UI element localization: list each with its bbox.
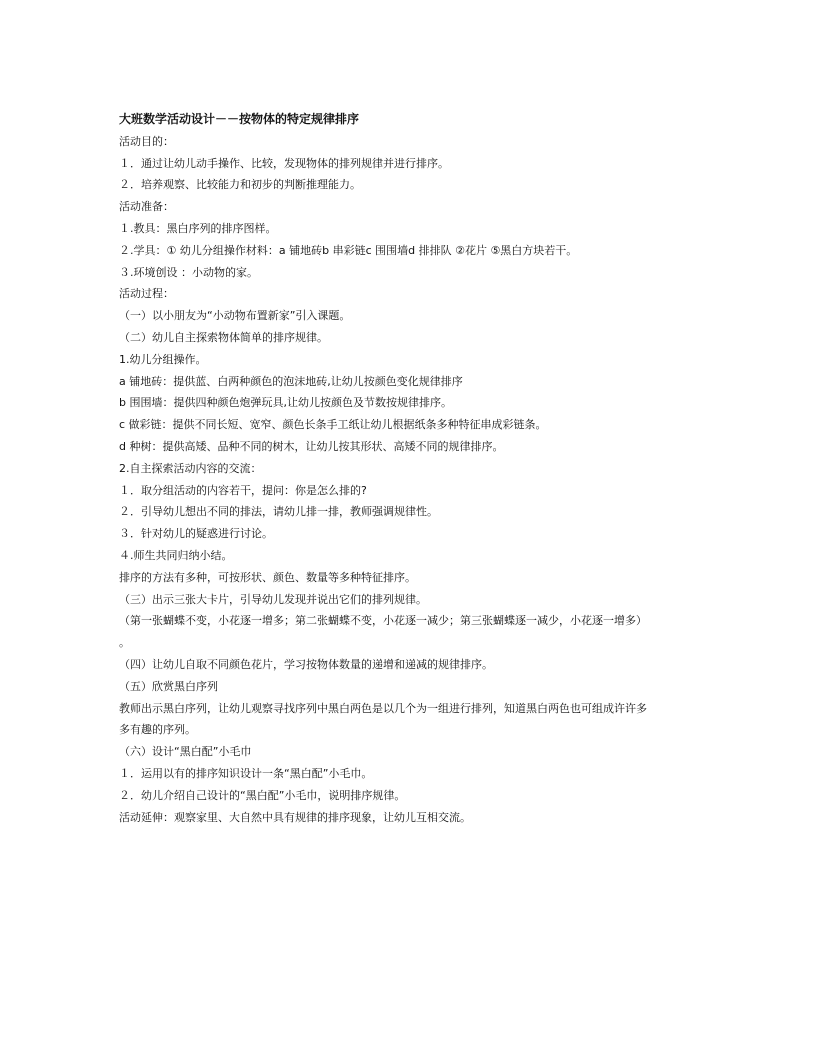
goal-item-1: １．通过让幼儿动手操作、比较，发现物体的排列规律并进行排序。: [119, 156, 449, 170]
cards-description-end: 。: [119, 636, 130, 650]
black-white-description: 教师出示黑白序列，让幼儿观察寻找序列中黑白两色是以几个为一组进行排列，知道黑白两色也可组成许许多: [119, 701, 647, 715]
process-step-6: （六）设计“黑白配”小毛巾: [119, 745, 252, 759]
section-heading-process: 活动过程：: [119, 287, 174, 301]
section-heading-goals: 活动目的：: [119, 134, 174, 148]
exchange-item-4: ４.师生共同归纳小结。: [119, 548, 233, 562]
document-page: [119, 109, 709, 828]
section-heading-preparation: 活动准备：: [119, 200, 174, 214]
towel-item-2: ２．幼儿介绍自己设计的“黑白配”小毛巾，说明排序规律。: [119, 788, 406, 802]
towel-item-1: １．运用以有的排序知识设计一条“黑白配”小毛巾。: [119, 766, 373, 780]
black-white-description-end: 多有趣的序列。: [119, 723, 196, 737]
activity-extension: 活动延伸：观察家里、大自然中具有规律的排序现象，让幼儿互相交流。: [119, 810, 471, 824]
exchange-item-3: ３．针对幼儿的疑惑进行讨论。: [119, 527, 273, 541]
process-step-5: （五）欣赏黑白序列: [119, 679, 218, 693]
process-step-3: （三）出示三张大卡片，引导幼儿发现并说出它们的排列规律。: [119, 592, 427, 606]
activity-d: d 种树：提供高矮、品种不同的树木，让幼儿按其形状、高矮不同的规律排序。: [119, 439, 504, 453]
goal-item-2: ２．培养观察、比较能力和初步的判断推理能力。: [119, 178, 361, 192]
process-step-1: （一）以小朋友为“小动物布置新家”引入课题。: [119, 309, 351, 323]
group-operation-heading: 1.幼儿分组操作。: [119, 352, 207, 366]
exchange-item-2: ２．引导幼儿想出不同的排法，请幼儿排一排，教师强调规律性。: [119, 505, 438, 519]
sorting-summary: 排序的方法有多种，可按形状、颜色、数量等多种特征排序。: [119, 570, 416, 584]
process-step-2: （二）幼儿自主探索物体简单的排序规律。: [119, 330, 328, 344]
exchange-item-1: １．取分组活动的内容若干，提问：你是怎么排的?: [119, 483, 367, 497]
activity-b: b 围围墙：提供四种颜色炮弹玩具,让幼儿按颜色及节数按规律排序。: [119, 396, 452, 410]
exchange-heading: 2.自主探索活动内容的交流：: [119, 461, 262, 475]
activity-c: c 做彩链：提供不同长短、宽窄、颜色长条手工纸让幼儿根据纸条多种特征串成彩链条。: [119, 418, 547, 432]
preparation-item-2: ２.学具：① 幼儿分组操作材料：a 铺地砖b 串彩链c 围围墙d 排排队 ②花片 ⑤黑白方块若干。: [119, 243, 578, 257]
preparation-item-1: １.教具：黑白序列的排序图样。: [119, 221, 277, 235]
process-step-4: （四）让幼儿自取不同颜色花片，学习按物体数量的递增和递减的规律排序。: [119, 657, 493, 671]
preparation-item-3: ３.环境创设 ：小动物的家。: [119, 265, 258, 279]
cards-description: （第一张蝴蝶不变，小花逐一增多；第二张蝴蝶不变，小花逐一减少；第三张蝴蝶逐一减少，小花逐一增多）: [119, 614, 647, 628]
document-title: 大班数学活动设计－－按物体的特定规律排序: [119, 112, 360, 126]
activity-a: a 铺地砖：提供蓝、白两种颜色的泡沫地砖,让幼儿按颜色变化规律排序: [119, 374, 463, 388]
